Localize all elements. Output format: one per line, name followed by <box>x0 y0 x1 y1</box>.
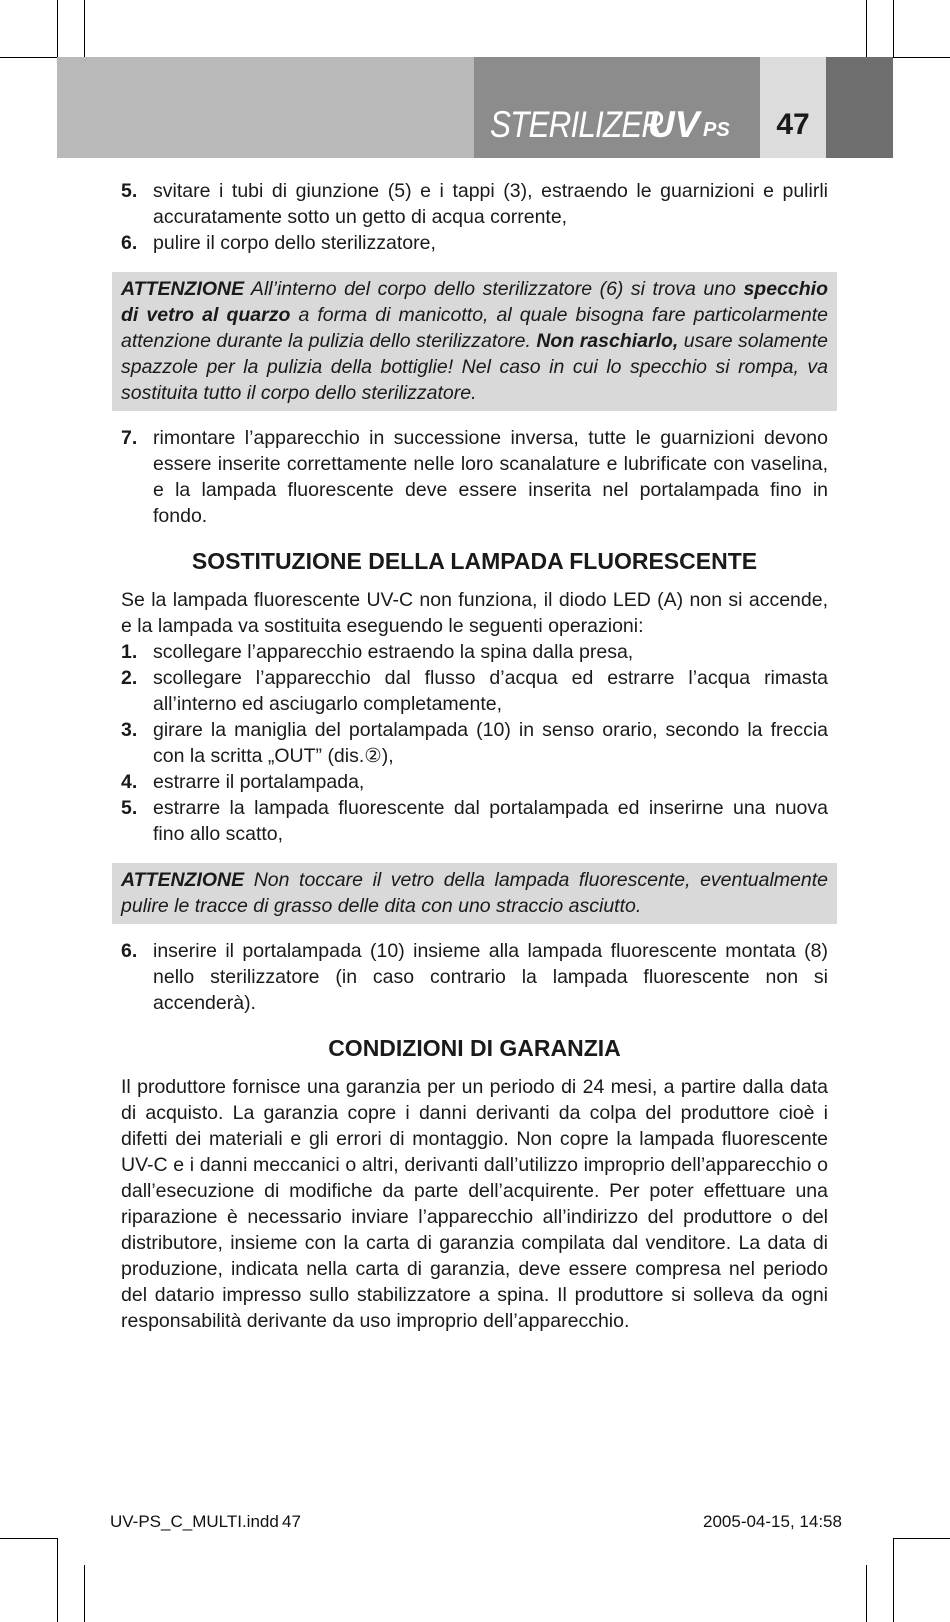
list-number: 7. <box>121 427 138 449</box>
list-number: 6. <box>121 940 138 962</box>
warning-box <box>112 272 837 411</box>
list-item <box>121 938 828 1016</box>
crop-mark <box>0 1538 57 1539</box>
crop-mark <box>57 0 58 57</box>
warranty-text: Il produttore fornisce una garanzia per un periodo di 24 mesi, a partire dalla data di acquisto. La garanzia copre i danni derivanti da colpa del produttore cioè i difetti dei materiali e gli errori di montaggio. Non copre la lampada fluorescente UV-C e i danni meccanici o altri, derivanti dall’utilizzo improprio dell’apparecchio o dall’esecuzione di modifiche da parte dell’acquirente. Per poter effettuare una riparazione è necessario inviare l’apparecchio all’indirizzo del produttore o del distributore, insieme con la carta di garanzia compilata dal venditore. La data di produzione, indicata nella carta di garanzia, deve essere compresa nel periodo del datario impresso sullo stabilizzatore a spina. Il produttore si solleva da ogni responsabilità derivante da uso improprio dell’apparecchio. <box>121 1076 828 1332</box>
brand-logo-bold: UV <box>648 104 700 145</box>
list-item <box>121 665 828 717</box>
list-number: 6. <box>121 232 138 254</box>
section-heading: CONDIZIONI DI GARANZIA <box>328 1035 621 1061</box>
list-text: estrarre la lampada fluorescente dal portalampada ed inserirne una nuova fino allo scatto, <box>153 797 828 845</box>
crop-mark <box>84 1565 85 1622</box>
list-item <box>121 769 828 795</box>
header-edge-panel <box>826 57 893 158</box>
list-number: 3. <box>121 719 138 741</box>
list-text: estrarre il portalampada, <box>153 771 365 793</box>
warning-text: usare solamente spazzole per la pulizia della bottiglie! Nel caso in cui lo specchio si rompa, va sostituita tutto il corpo dello sterilizzatore. <box>121 330 828 404</box>
list-item <box>121 717 828 769</box>
list-text: pulire il corpo dello sterilizzatore, <box>153 232 436 254</box>
list-item <box>121 178 828 230</box>
list-text: scollegare l’apparecchio estraendo la spina dalla presa, <box>153 641 634 663</box>
warning-text: a forma di manicotto, al quale bisogna fare particolarmente attenzione durante la pulizia dello sterilizzatore. <box>121 304 828 352</box>
list-text: scollegare l’apparecchio dal flusso d’acqua ed estrarre l’acqua rimasta all’interno ed asciugarlo completamente, <box>153 667 828 715</box>
section-intro: Se la lampada fluorescente UV-C non funziona, il diodo LED (A) non si accende, e la lampada va sostituita eseguendo le seguenti operazioni: <box>121 589 828 637</box>
crop-mark <box>0 57 57 58</box>
crop-mark <box>866 0 867 57</box>
list-text: svitare i tubi di giunzione (5) e i tappi (3), estraendo le guarnizioni e pulirli accuratamente sotto un getto di acqua corrente, <box>153 180 828 228</box>
warning-box <box>112 863 837 924</box>
crop-mark <box>84 0 85 57</box>
list-text: rimontare l’apparecchio in successione inversa, tutte le guarnizioni devono essere inserite correttamente nelle loro scanalature e lubrificate con vaselina, e la lampada fluorescente deve essere inserita nel portalampada fino in fondo. <box>153 427 828 527</box>
footer-timestamp: 2005-04-15, 14:58 <box>703 1512 842 1531</box>
warning-emphasis: Non raschiarlo, <box>536 330 679 352</box>
list-number: 2. <box>121 667 138 689</box>
warning-text: Non toccare il vetro della lampada fluorescente, eventualmente pulire le tracce di grasso delle dita con uno straccio asciutto. <box>121 869 828 917</box>
list-text: inserire il portalampada (10) insieme alla lampada fluorescente montata (8) nello sterilizzatore (in caso contrario la lampada fluorescente non si accenderà). <box>153 940 828 1014</box>
crop-mark <box>866 1565 867 1622</box>
page-number: 47 <box>776 108 810 141</box>
list-text: girare la maniglia del portalampada (10) in senso orario, secondo la freccia con la scritta „OUT” (dis.②), <box>153 719 828 767</box>
warning-label: ATTENZIONE <box>121 278 245 300</box>
warning-text: All’interno del corpo dello sterilizzatore (6) si trova uno <box>244 278 744 300</box>
list-number: 1. <box>121 641 138 663</box>
list-number: 5. <box>121 180 138 202</box>
brand-logo-light: STERILIZER <box>490 104 664 145</box>
crop-mark <box>57 1538 58 1622</box>
footer-file: UV-PS_C_MULTI.indd <box>110 1512 279 1531</box>
crop-mark <box>893 1538 894 1622</box>
warning-emphasis: specchio di vetro al quarzo <box>121 278 828 326</box>
list-number: 4. <box>121 771 138 793</box>
footer-filename <box>110 1512 279 1532</box>
warning-label: ATTENZIONE <box>121 869 245 891</box>
list-item <box>121 425 828 529</box>
section-heading: SOSTITUZIONE DELLA LAMPADA FLUORESCENTE <box>191 548 758 574</box>
list-item <box>121 230 828 256</box>
list-number: 5. <box>121 797 138 819</box>
brand-logo-suffix: PS <box>703 119 730 141</box>
list-item <box>121 795 828 847</box>
crop-mark <box>893 0 894 57</box>
footer-page: 47 <box>282 1512 301 1531</box>
crop-mark <box>893 57 950 58</box>
page-content <box>121 178 828 1334</box>
crop-mark <box>893 1538 950 1539</box>
list-item <box>121 639 828 665</box>
brand-logo <box>490 104 758 148</box>
